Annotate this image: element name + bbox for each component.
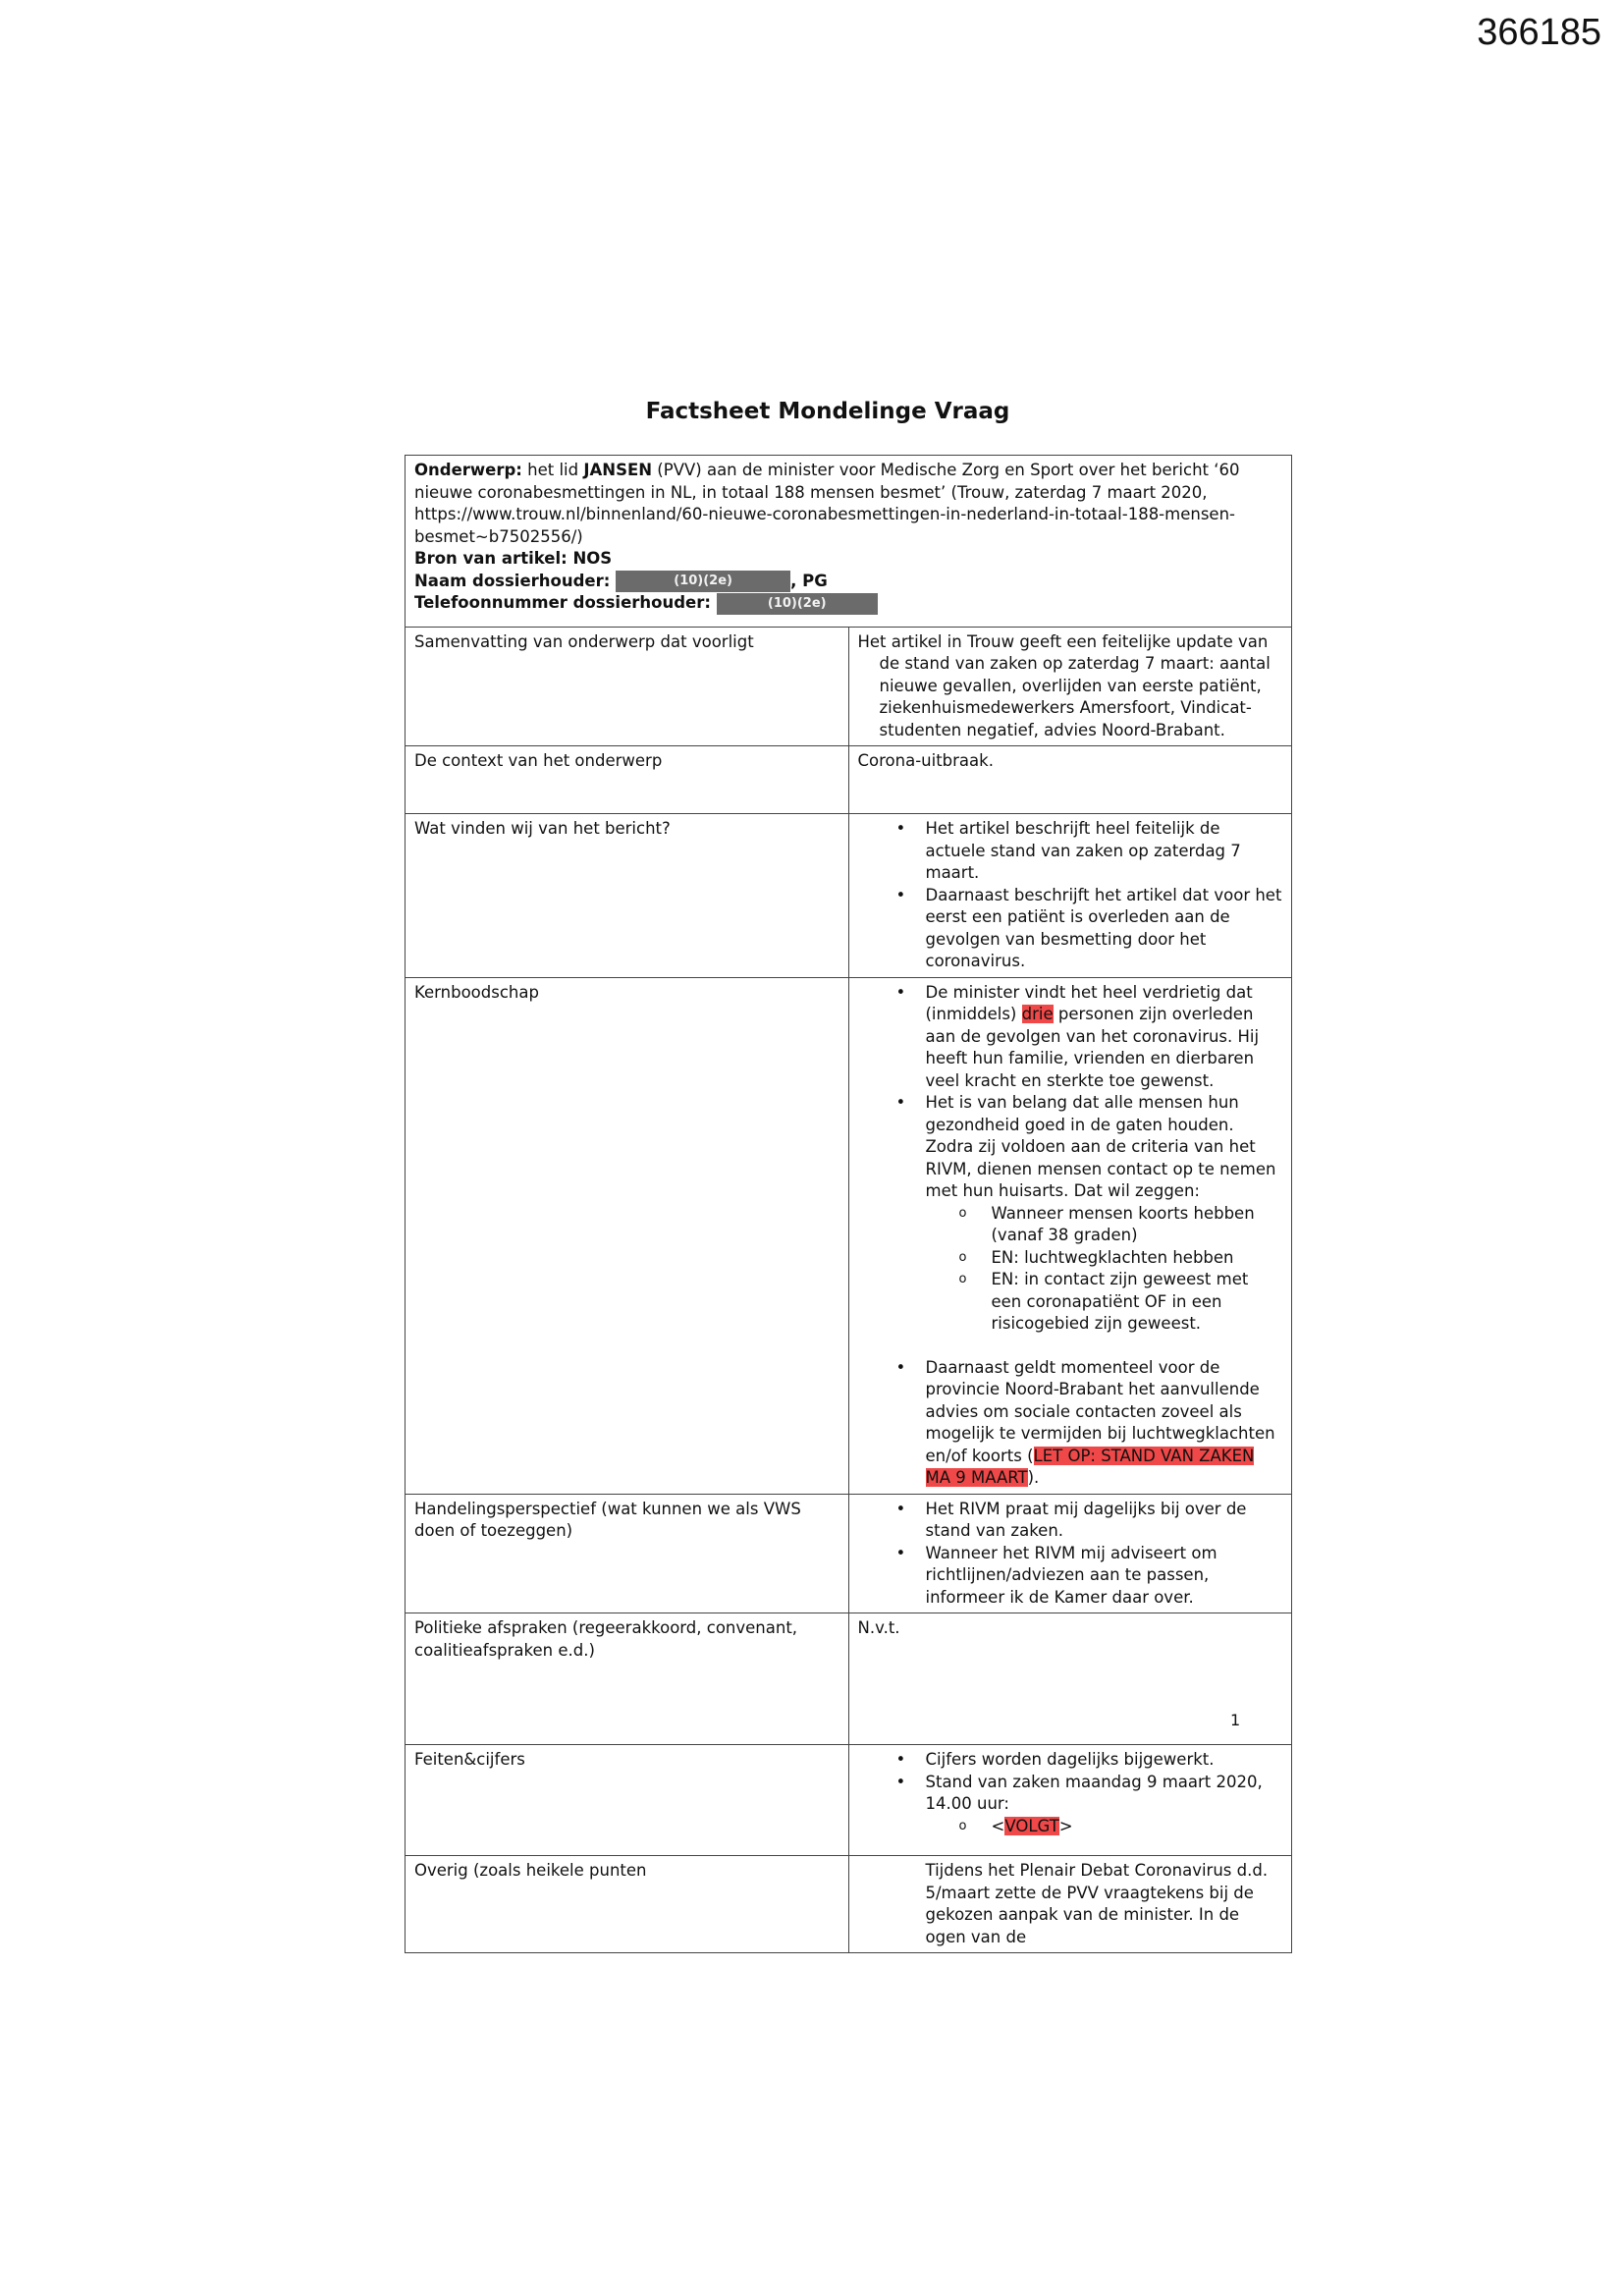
header-row bbox=[406, 456, 1292, 628]
sub-list-item bbox=[992, 1816, 1284, 1838]
header-cell bbox=[406, 456, 1292, 628]
list-item: • Het RIVM praat mij dagelijks bij over de stand van zaken. bbox=[926, 1499, 1284, 1543]
content-samenvatting bbox=[848, 627, 1292, 746]
kernboodschap-list-2 bbox=[858, 1357, 1284, 1490]
kernboodschap-list bbox=[858, 982, 1284, 1336]
wat-vinden-list bbox=[858, 818, 1284, 973]
row-context bbox=[406, 746, 1292, 814]
list-item: • Cijfers worden dagelijks bijgewerkt. bbox=[926, 1749, 1284, 1772]
row-samenvatting bbox=[406, 627, 1292, 746]
kern-b1-pre: De minister vindt het heel verdrietig dat (inmiddels) bbox=[925, 982, 1253, 1023]
onderwerp-paragraph bbox=[414, 460, 1283, 548]
content-kernboodschap bbox=[848, 977, 1292, 1494]
sub-list-item: o EN: luchtwegklachten hebben bbox=[992, 1247, 1284, 1270]
list-item: • Het artikel beschrijft heel feitelijk de actuele stand van zaken op zaterdag 7 maart. bbox=[926, 818, 1284, 885]
feiten-sublist bbox=[926, 1816, 1284, 1838]
list-item bbox=[926, 982, 1284, 1093]
handeling-list bbox=[858, 1499, 1284, 1610]
feiten-b2: Stand van zaken maandag 9 maart 2020, 14.00 uur: bbox=[925, 1772, 1263, 1813]
content-overig bbox=[848, 1856, 1292, 1953]
label-samenvatting: Samenvatting van onderwerp dat voorligt bbox=[406, 627, 849, 746]
row-feiten bbox=[406, 1745, 1292, 1856]
naam-redaction: (10)(2e) bbox=[616, 571, 790, 592]
label-overig: Overig (zoals heikele punten bbox=[406, 1856, 849, 1953]
label-politiek: Politieke afspraken (regeerakkoord, convenant, coalitieafspraken e.d.) bbox=[406, 1613, 849, 1745]
samenvatting-text: Het artikel in Trouw geeft een feitelijke update van de stand van zaken op zaterdag 7 maart: aantal nieuwe gevallen, overlijden van eerste patiënt, ziekenhuismedewerkers Amersfoort, Vindicat-studenten negatief, advies Noord-Brabant. bbox=[857, 631, 1271, 739]
volgt-highlight: VOLGT bbox=[1004, 1816, 1059, 1835]
naam-line bbox=[414, 571, 1283, 593]
label-context: De context van het onderwerp bbox=[406, 746, 849, 814]
kern-b1-highlight: drie bbox=[1021, 1005, 1054, 1023]
row-politiek bbox=[406, 1613, 1292, 1745]
content-handeling bbox=[848, 1494, 1292, 1613]
page-title: Factsheet Mondelinge Vraag bbox=[645, 399, 1010, 424]
content-wat-vinden bbox=[848, 814, 1292, 978]
kern-b1-post: personen zijn overleden aan de gevolgen van het coronavirus. Hij heeft hun familie, vrienden en dierbaren veel kracht en sterkte toe gewenst. bbox=[925, 1005, 1260, 1090]
row-wat-vinden bbox=[406, 814, 1292, 978]
content-feiten bbox=[848, 1745, 1292, 1856]
onderwerp-name: JANSEN bbox=[583, 461, 653, 479]
factsheet-table bbox=[405, 455, 1292, 1953]
label-kernboodschap: Kernboodschap bbox=[406, 977, 849, 1494]
telefoon-label: Telefoonnummer dossierhouder: bbox=[414, 593, 711, 612]
sub-list-item: o EN: in contact zijn geweest met een coronapatiënt OF in een risicogebied zijn geweest. bbox=[992, 1269, 1284, 1336]
feiten-list bbox=[858, 1749, 1284, 1837]
kern-b3-pre: Daarnaast geldt momenteel voor de provincie Noord-Brabant het aanvullende advies om sociale contacten zoveel als mogelijk te vermijden bij luchtwegklachten en/of koorts ( bbox=[925, 1357, 1275, 1465]
kern-b3-post: ). bbox=[1027, 1468, 1040, 1487]
kernboodschap-sublist bbox=[926, 1203, 1284, 1336]
document-number: 366185 bbox=[1477, 12, 1601, 53]
telefoon-line bbox=[414, 592, 1283, 615]
label-wat-vinden: Wat vinden wij van het bericht? bbox=[406, 814, 849, 978]
naam-suffix: , PG bbox=[790, 571, 828, 590]
row-kernboodschap bbox=[406, 977, 1292, 1494]
spacer bbox=[858, 1336, 1284, 1357]
page-number: 1 bbox=[1230, 1711, 1241, 1729]
onderwerp-pre: het lid bbox=[521, 461, 584, 479]
label-feiten: Feiten&cijfers bbox=[406, 1745, 849, 1856]
volgt-post: > bbox=[1058, 1816, 1073, 1835]
bron-line: Bron van artikel: NOS bbox=[414, 549, 613, 568]
row-overig bbox=[406, 1856, 1292, 1953]
naam-label: Naam dossierhouder: bbox=[414, 571, 611, 590]
content-politiek: N.v.t. bbox=[848, 1613, 1292, 1745]
list-item bbox=[926, 1772, 1284, 1838]
label-handeling: Handelingsperspectief (wat kunnen we als VWS doen of toezeggen) bbox=[406, 1494, 849, 1613]
onderwerp-label: Onderwerp: bbox=[414, 461, 522, 479]
row-handeling bbox=[406, 1494, 1292, 1613]
list-item: • Wanneer het RIVM mij adviseert om richtlijnen/adviezen aan te passen, informeer ik de Kamer daar over. bbox=[926, 1543, 1284, 1610]
telefoon-redaction: (10)(2e) bbox=[717, 593, 878, 615]
volgt-pre: < bbox=[991, 1816, 1005, 1835]
list-item bbox=[926, 1092, 1284, 1336]
kern-b3-highlight: LET OP: STAND VAN ZAKEN MA 9 MAART bbox=[925, 1446, 1255, 1487]
list-item: • Daarnaast beschrijft het artikel dat voor het eerst een patiënt is overleden aan de gevolgen van besmetting door het coronavirus. bbox=[926, 885, 1284, 973]
onderwerp-text: (PVV) aan de minister voor Medische Zorg en Sport over het bericht ‘60 nieuwe coronabesmettingen in NL, in totaal 188 mensen besmet’ (Trouw, zaterdag 7 maart 2020, https://www.trouw.nl/binnenland/60-nieuwe-coronabesmettingen-in-nederland-in-totaal-188-mensen-besmet~b7502556/) bbox=[414, 461, 1240, 546]
overig-text: Tijdens het Plenair Debat Coronavirus d.d. 5/maart zette de PVV vraagtekens bij de gekozen aanpak van de minister. In de ogen van de bbox=[925, 1861, 1269, 1946]
sub-list-item: o Wanneer mensen koorts hebben (vanaf 38 graden) bbox=[992, 1203, 1284, 1247]
kern-b2: Het is van belang dat alle mensen hun gezondheid goed in de gaten houden. Zodra zij voldoen aan de criteria van het RIVM, dienen mensen contact op te nemen met hun huisarts. Dat wil zeggen: bbox=[925, 1093, 1276, 1200]
list-item bbox=[926, 1357, 1284, 1490]
content-context: Corona-uitbraak. bbox=[848, 746, 1292, 814]
